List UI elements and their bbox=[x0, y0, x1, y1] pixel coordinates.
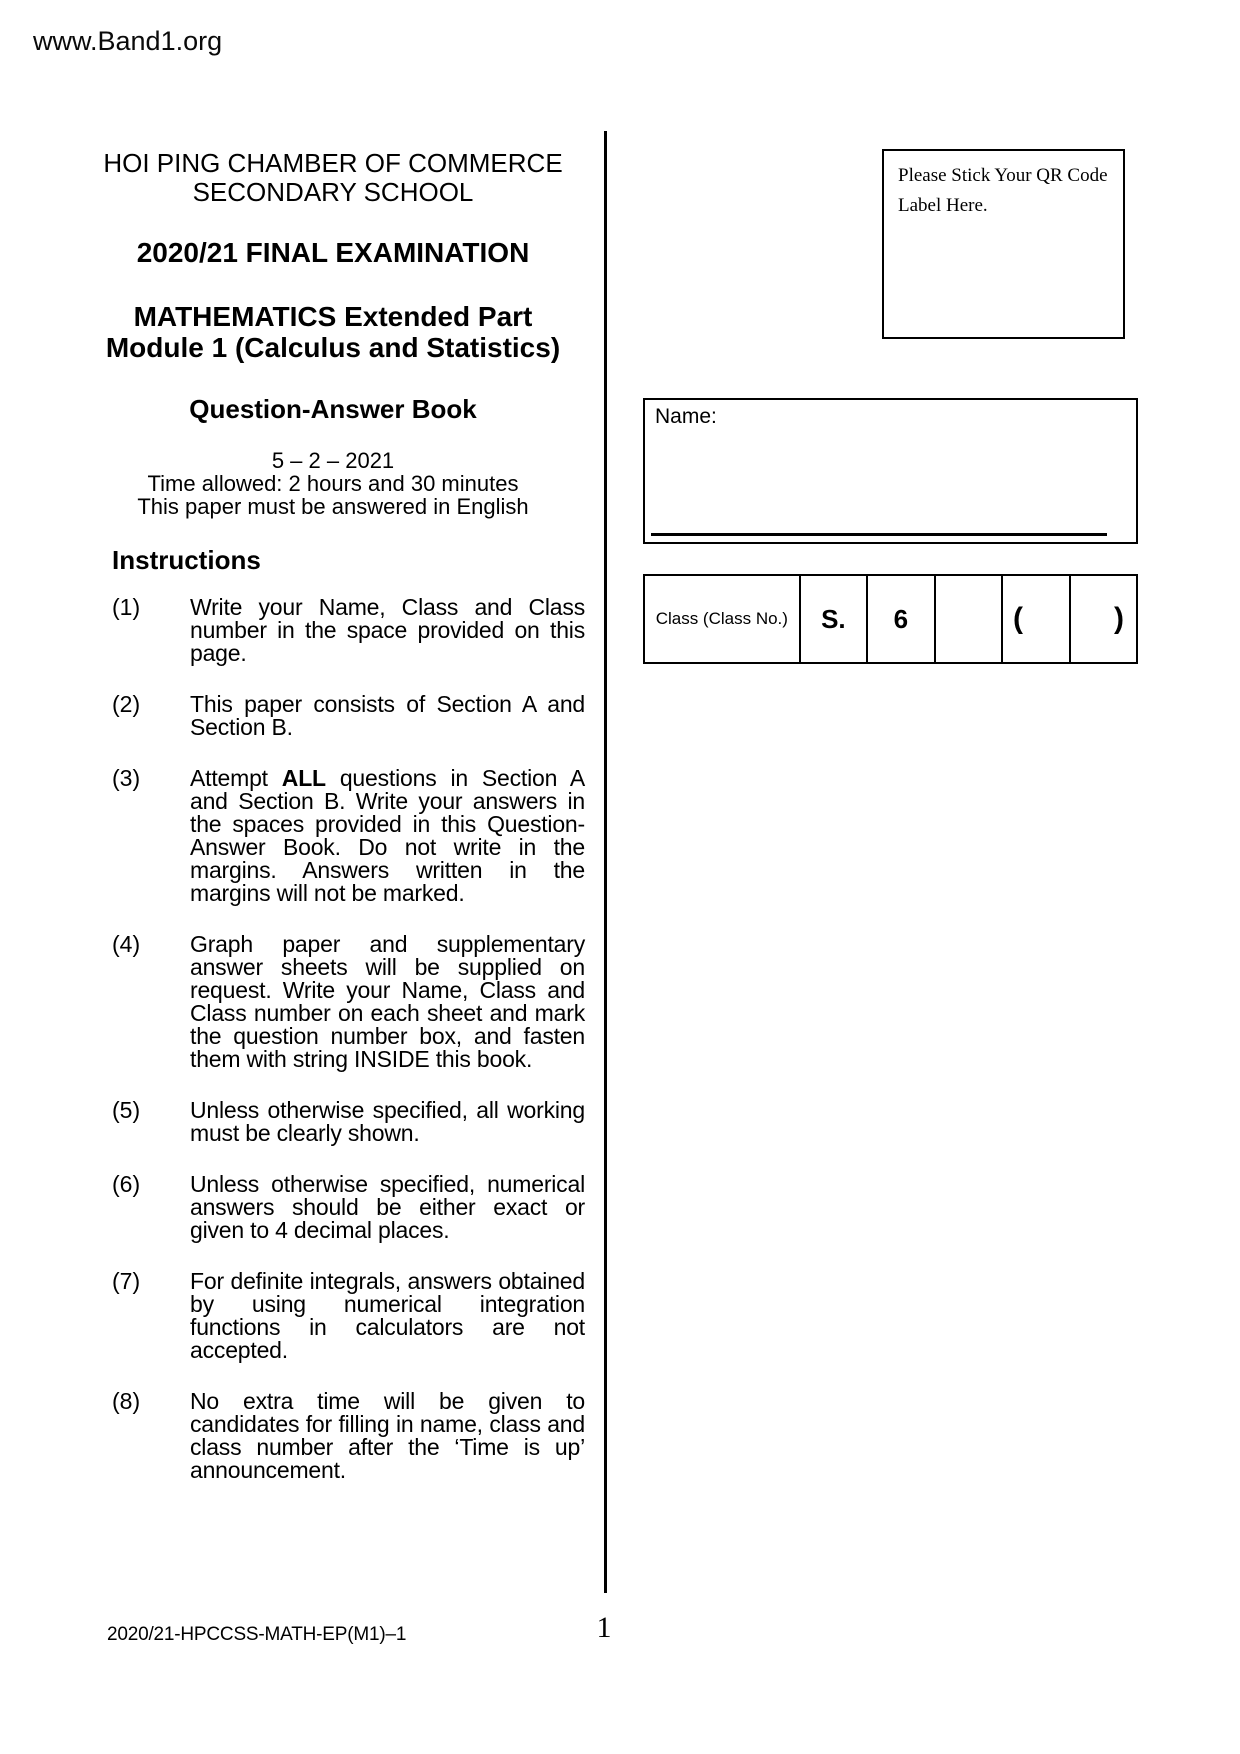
instruction-text: Attempt ALL questions in Section A and Section B. Write your answers in the spaces provided in this Question-Answer Book. Do not write in the margins. Answers written in the margins will not be marked. bbox=[190, 765, 586, 906]
instruction-text: Graph paper and supplementary answer sheets will be supplied on request. Write your Name, Class and Class number on each sheet and mark the question number box, and fasten them with string INSIDE this book. bbox=[190, 931, 585, 1072]
name-label: Name: bbox=[655, 405, 717, 428]
instruction-text: Unless otherwise specified, numerical answers should be either exact or given to 4 decimal places. bbox=[190, 1171, 585, 1243]
subject-title bbox=[80, 301, 586, 363]
paper-code: 2020/21-HPCCSS-MATH-EP(M1)–1 bbox=[107, 1624, 407, 1645]
name-box bbox=[643, 398, 1138, 544]
time-allowed: Time allowed: 2 hours and 30 minutes bbox=[147, 471, 519, 496]
class-table bbox=[643, 574, 1138, 664]
exam-info bbox=[80, 449, 586, 518]
instruction-number: (8) bbox=[112, 1388, 141, 1414]
instruction-number: (4) bbox=[112, 931, 141, 957]
instruction-text: This paper consists of Section A and Section B. bbox=[190, 691, 585, 740]
instruction-list bbox=[112, 596, 585, 1510]
instruction-text: Unless otherwise specified, all working must be clearly shown. bbox=[190, 1097, 585, 1146]
instruction-item bbox=[112, 596, 585, 665]
instruction-number: (2) bbox=[112, 691, 141, 717]
instruction-number: (3) bbox=[112, 765, 141, 791]
instruction-number: (7) bbox=[112, 1268, 141, 1294]
school-name bbox=[80, 149, 586, 207]
name-write-line bbox=[651, 533, 1107, 536]
language-note: This paper must be answered in English bbox=[137, 494, 529, 519]
qr-label-box bbox=[882, 149, 1125, 339]
instruction-item bbox=[112, 1173, 585, 1242]
instructions-heading: Instructions bbox=[112, 545, 261, 575]
instruction-item bbox=[112, 933, 585, 1071]
instruction-text: For definite integrals, answers obtained by using numerical integration functions in calculators are not accepted. bbox=[190, 1268, 585, 1363]
subject-title-line1: MATHEMATICS Extended Part bbox=[133, 301, 533, 332]
center-divider-line bbox=[604, 131, 607, 1593]
instruction-number: (1) bbox=[112, 594, 141, 620]
page-number: 1 bbox=[596, 1611, 612, 1644]
instruction-item bbox=[112, 1099, 585, 1145]
site-watermark: www.Band1.org bbox=[33, 26, 223, 56]
exam-title: 2020/21 FINAL EXAMINATION bbox=[136, 237, 530, 268]
instruction-item bbox=[112, 693, 585, 739]
instruction-number: (6) bbox=[112, 1171, 141, 1197]
instruction-item bbox=[112, 767, 585, 905]
class-number-open-paren-cell: ( bbox=[1001, 576, 1070, 662]
qr-label-text: Please Stick Your QR Code Label Here. bbox=[898, 165, 1108, 216]
subject-title-line2: Module 1 (Calculus and Statistics) bbox=[105, 332, 561, 363]
class-form-cell: 6 bbox=[866, 576, 933, 662]
instruction-text: No extra time will be given to candidates for filling in name, class and class number after the ‘Time is up’ announcement. bbox=[190, 1388, 585, 1483]
exam-date: 5 – 2 – 2021 bbox=[271, 448, 395, 473]
school-name-line1: HOI PING CHAMBER OF COMMERCE bbox=[103, 148, 563, 178]
class-letter-cell bbox=[934, 576, 1001, 662]
book-title: Question-Answer Book bbox=[189, 394, 477, 424]
instruction-item bbox=[112, 1270, 585, 1362]
class-prefix-cell: S. bbox=[799, 576, 866, 662]
class-number-close-paren-cell: ) bbox=[1069, 576, 1136, 662]
instruction-text: Write your Name, Class and Class number in the space provided on this page. bbox=[190, 594, 585, 666]
class-label-cell: Class (Class No.) bbox=[655, 609, 788, 628]
instruction-number: (5) bbox=[112, 1097, 141, 1123]
instruction-item bbox=[112, 1390, 585, 1482]
school-name-line2: SECONDARY SCHOOL bbox=[192, 177, 474, 207]
